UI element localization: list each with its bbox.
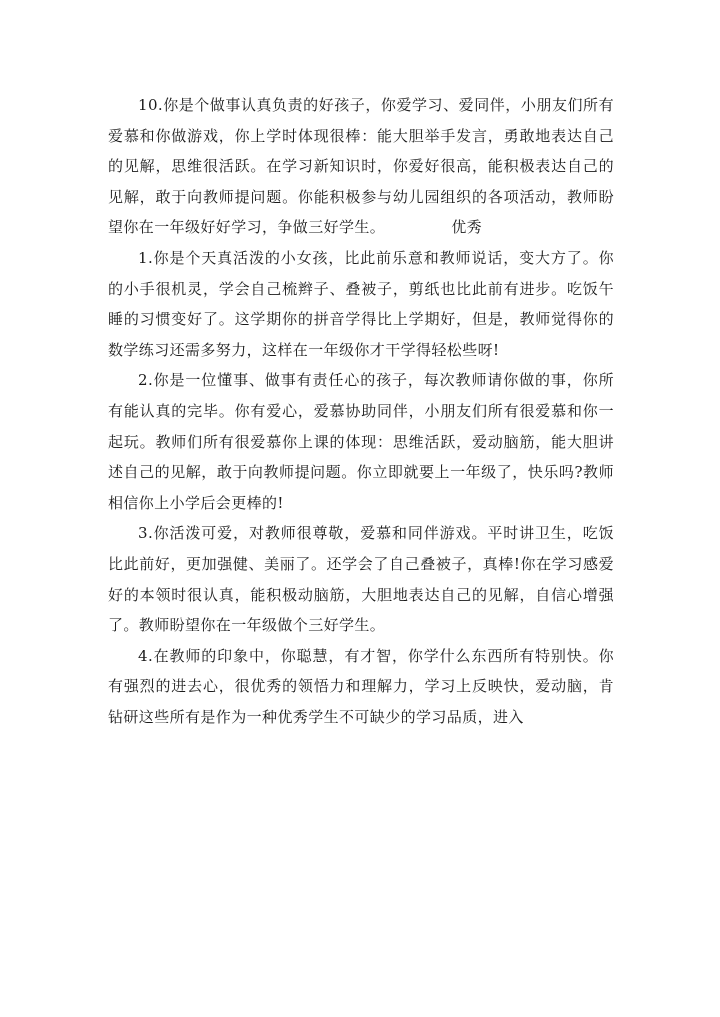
paragraph-1: 1.你是个天真活泼的小女孩，比此前乐意和教师说话，变大方了。你的小手很机灵，学会自己梳辫子、叠被子，剪纸也比此前有进步。吃饭午睡的习惯变好了。这学期你的拼音学得比上学期好，但是，教师觉得你的数学练习还需多努力，这样在一年级你才干学得轻松些呀! xyxy=(108,248,614,359)
paragraph-4: 4.在教师的印象中，你聪慧，有才智，你学什么东西所有特别快。你有强烈的进去心，很优秀的领悟力和理解力，学习上反映快，爱动脑，肯钻研这些所有是作为一种优秀学生不可缺少的学习品质，进入 xyxy=(108,646,614,726)
paragraph-10-label: 优秀 xyxy=(451,218,483,237)
paragraph-10 xyxy=(108,90,614,243)
paragraph-3: 3.你活泼可爱，对教师很尊敬，爱慕和同伴游戏。平时讲卫生，吃饭比此前好，更加强健、美丽了。还学会了自己叠被子，真棒!你在学习感爱好的本领时很认真，能积极动脑筋，大胆地表达自己的见解，自信心增强了。教师盼望你在一年级做个三好学生。 xyxy=(108,524,614,635)
paragraph-2: 2.你是一位懂事、做事有责任心的孩子，每次教师请你做的事，你所有能认真的完毕。你有爱心，爱慕协助同伴，小朋友们所有很爱慕和你一起玩。教师们所有很爱慕你上课的体现：思维活跃，爱动脑筋，能大胆讲述自己的见解，敢于向教师提问题。你立即就要上一年级了，快乐吗?教师相信你上小学后会更棒的! xyxy=(108,371,614,512)
document-body xyxy=(108,90,614,732)
paragraph-10-text: 10.你是个做事认真负责的好孩子，你爱学习、爱同伴，小朋友们所有爱慕和你做游戏，你上学时体现很棒：能大胆举手发言，勇敢地表达自己的见解，思维很活跃。在学习新知识时，你爱好很高，能积极表达自己的见解，敢于向教师提问题。你能积极参与幼儿园组织的各项活动，教师盼望你在一年级好好学习，争做三好学生。 xyxy=(108,96,614,237)
